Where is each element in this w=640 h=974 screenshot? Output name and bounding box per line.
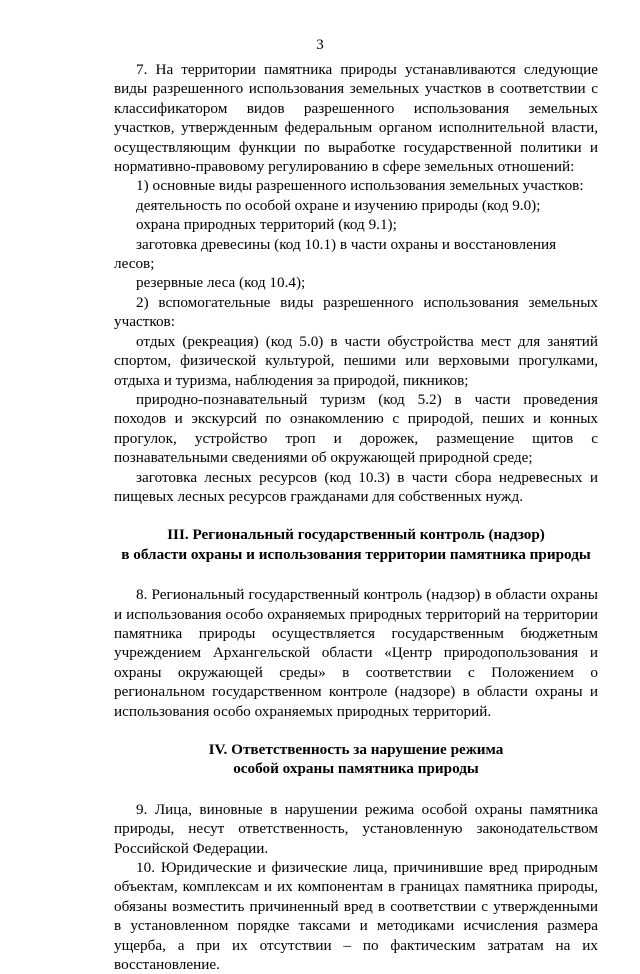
paragraph-9: 9. Лица, виновные в нарушении режима особой охраны памятника природы, несут ответственность, установленную законодательством Российской Федерации. — [114, 800, 598, 857]
main-use-item: охрана природных территорий (код 9.1); — [136, 216, 397, 234]
auxiliary-use-item: отдых (рекреация) (код 5.0) в части обустройства мест для занятий спортом, физической культурой, пешими или верховыми прогулками, отдыха и туризма, наблюдения за природой, пикников; — [114, 332, 598, 389]
main-uses-heading: 1) основные виды разрешенного использования земельных участков: — [136, 177, 584, 195]
section-4-heading — [114, 740, 598, 779]
main-use-item: деятельность по особой охране и изучению природы (код 9.0); — [136, 196, 541, 214]
paragraph-8: 8. Региональный государственный контроль (надзор) в области охраны и использования особо охраняемых природных территорий на территории памятника природы осуществляется государственным бюджетным учреждением Архангельской области «Центр природопользования и охраны окружающей среды» в соответствии с Положением о региональном государственном контроле (надзоре) в области охраны и использования особо охраняемых природных территорий. — [114, 586, 598, 720]
auxiliary-use-item: природно-познавательный туризм (код 5.2) в части проведения походов и экскурсий по ознакомлению с природой, пеших и конных прогулок, устройство троп и дорожек, размещение щитов с познавательными сведениями об окружающей природной среде; — [114, 390, 598, 467]
section-4-heading-line-1: IV. Ответственность за нарушение режима — [208, 741, 504, 758]
main-use-item: резервные леса (код 10.4); — [136, 274, 306, 292]
section-4-heading-line-2: особой охраны памятника природы — [233, 760, 479, 778]
auxiliary-uses-heading: 2) вспомогательные виды разрешенного использования земельных участков: — [114, 293, 598, 331]
paragraph-7-intro: 7. На территории памятника природы устанавливаются следующие виды разрешенного использования земельных участков в соответствии с классификатором видов разрешенного использования земельных участков, утвержденным федеральным органом исполнительной власти, осуществляющим функции по выработке государственной политики и нормативно-правовому регулированию в сфере земельных отношений: — [114, 61, 598, 176]
page-number: 3 — [316, 37, 324, 53]
section-3-heading-line-1: III. Региональный государственный контроль (надзор) — [167, 526, 545, 544]
main-use-item: заготовка древесины (код 10.1) в части охраны и восстановления лесов; — [114, 235, 557, 273]
auxiliary-use-item: заготовка лесных ресурсов (код 10.3) в части сбора недревесных и пищевых лесных ресурсов гражданами для собственных нужд. — [114, 468, 598, 505]
section-3-heading-line-2: в области охраны и использования территории памятника природы — [121, 545, 591, 563]
paragraph-10: 10. Юридические и физические лица, причинившие вред природным объектам, комплексам и их компонентам в границах памятника природы, обязаны возместить причиненный вред в соответствии с утвержденными в установленном порядке таксами и методиками исчисления размера ущерба, а при их отсутствии – по фактическим затратам на их восстановление. — [114, 859, 598, 974]
section-3-heading — [114, 525, 598, 564]
page-content — [114, 60, 598, 974]
